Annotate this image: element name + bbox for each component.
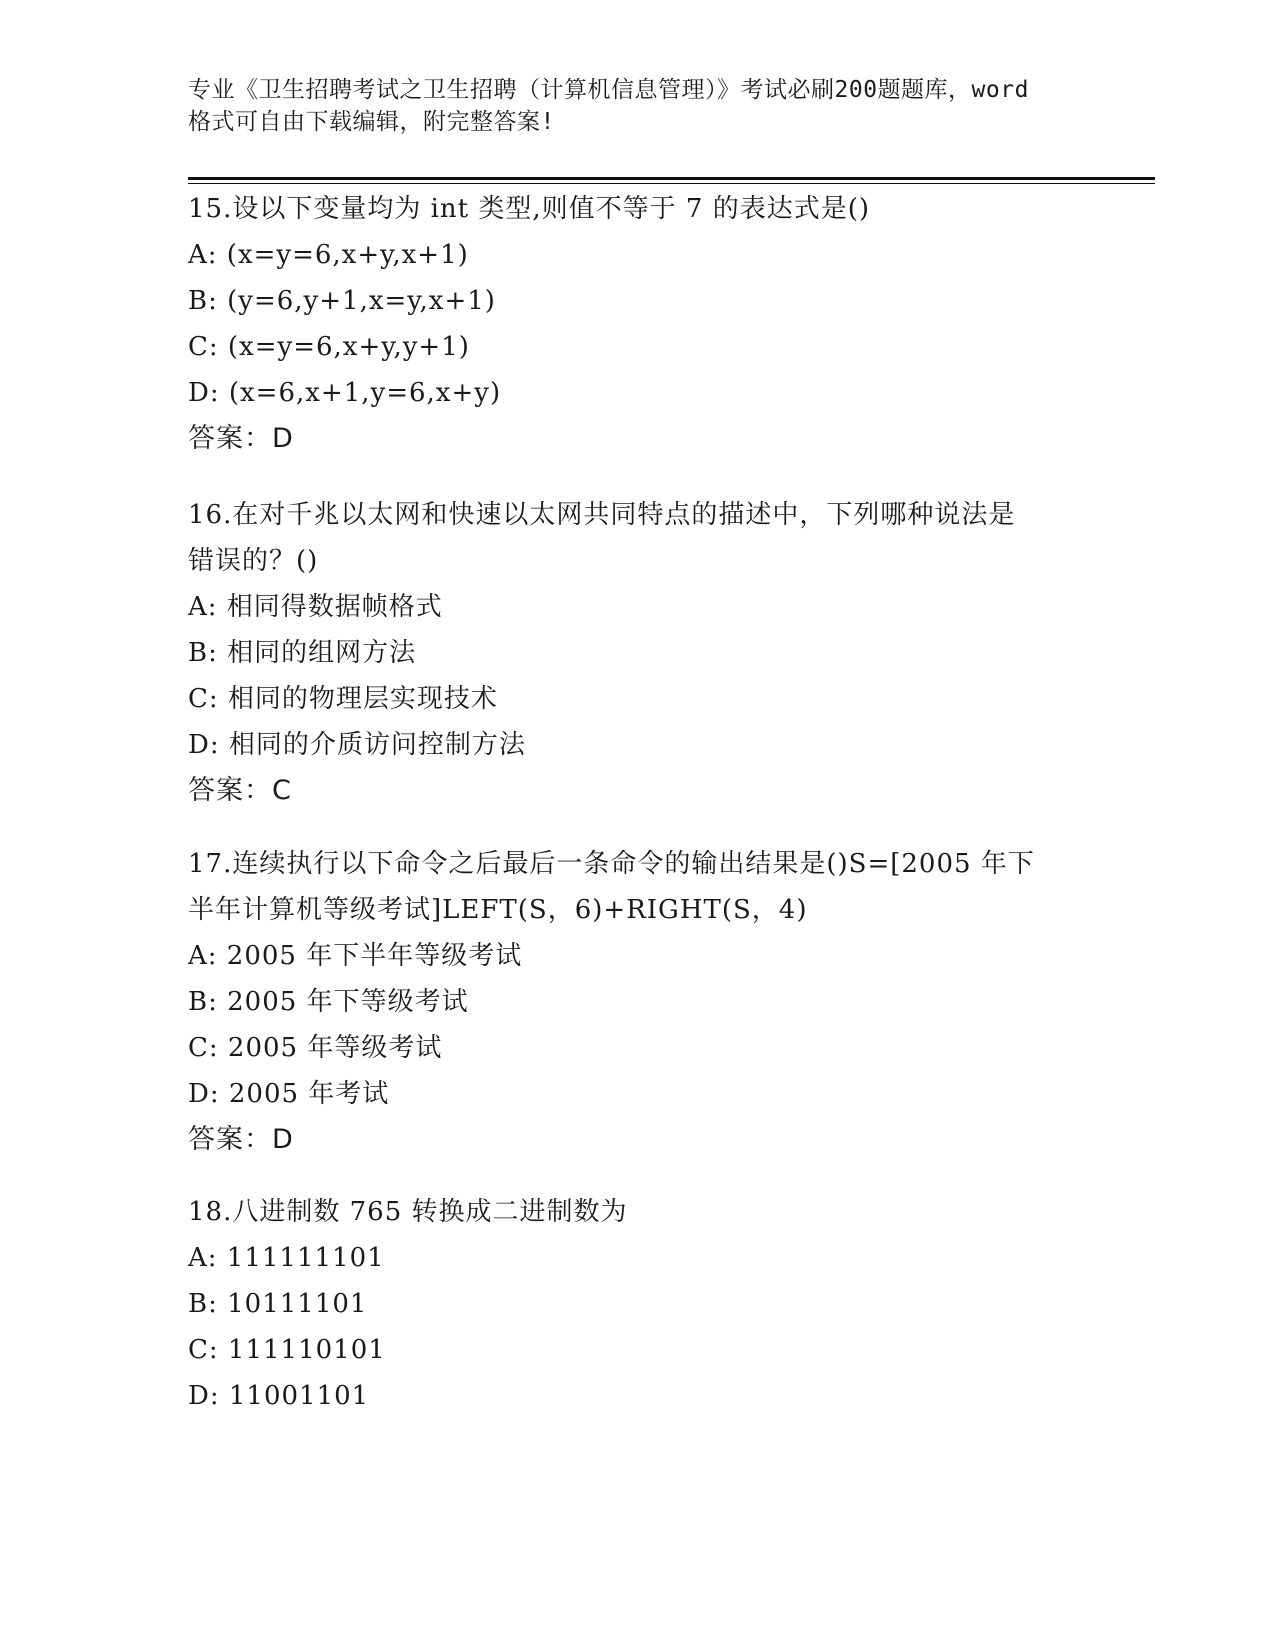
option-c: C: 2005 年等级考试 <box>188 1033 443 1063</box>
document-header <box>188 74 1088 138</box>
answer-label: 答案：C <box>188 775 292 806</box>
question-block-15 <box>188 186 1088 462</box>
option-d: D: 11001101 <box>188 1381 370 1411</box>
option-c: C: (x=y=6,x+y,y+1) <box>188 332 470 362</box>
header-divider-thick <box>188 177 1155 180</box>
question-stem: 15.设以下变量均为 int 类型,则值不等于 7 的表达式是() <box>188 194 871 224</box>
question-stem-continued: 半年计算机等级考试]LEFT(S，6)+RIGHT(S，4) <box>188 895 808 925</box>
answer-label: 答案：D <box>188 1124 294 1155</box>
header-line-2: 格式可自由下载编辑，附完整答案! <box>188 109 555 135</box>
option-b: B: 相同的组网方法 <box>188 638 417 668</box>
option-b: B: 2005 年下等级考试 <box>188 987 469 1017</box>
option-a: A: (x=y=6,x+y,x+1) <box>188 240 469 270</box>
option-c: C: 相同的物理层实现技术 <box>188 684 498 714</box>
question-block-16 <box>188 492 1088 814</box>
question-block-17 <box>188 841 1088 1163</box>
question-stem: 18.八进制数 765 转换成二进制数为 <box>188 1197 628 1227</box>
option-a: A: 相同得数据帧格式 <box>188 592 443 622</box>
answer-label: 答案：D <box>188 423 294 454</box>
option-a: A: 111111101 <box>188 1243 385 1273</box>
option-b: B: (y=6,y+1,x=y,x+1) <box>188 286 496 316</box>
question-stem-continued: 错误的？() <box>188 546 319 576</box>
option-a: A: 2005 年下半年等级考试 <box>188 941 523 971</box>
option-d: D: 2005 年考试 <box>188 1079 390 1109</box>
option-d: D: 相同的介质访问控制方法 <box>188 730 526 760</box>
question-block-18 <box>188 1189 1088 1419</box>
option-b: B: 10111101 <box>188 1289 368 1319</box>
question-stem: 16.在对千兆以太网和快速以太网共同特点的描述中，下列哪种说法是 <box>188 500 1016 530</box>
question-stem: 17.连续执行以下命令之后最后一条命令的输出结果是()S=[2005 年下 <box>188 849 1035 879</box>
header-divider-thin <box>188 183 1155 184</box>
option-d: D: (x=6,x+1,y=6,x+y) <box>188 378 502 408</box>
header-line-1: 专业《卫生招聘考试之卫生招聘（计算机信息管理）》考试必刷200题题库，word <box>188 77 1029 103</box>
option-c: C: 111110101 <box>188 1335 386 1365</box>
